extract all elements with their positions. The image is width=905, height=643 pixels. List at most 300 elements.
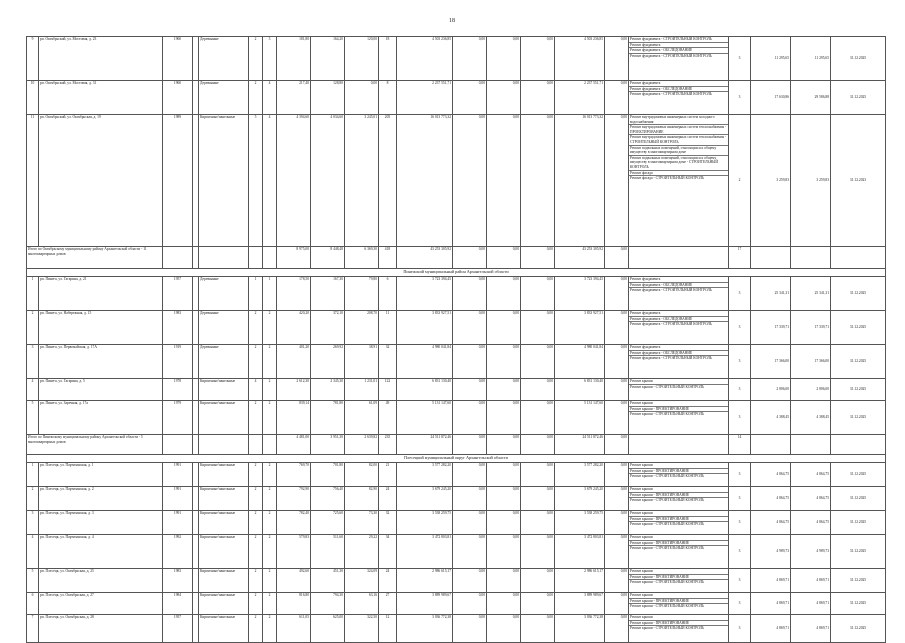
commission-year: 1992 <box>163 535 193 569</box>
unit-cost: 3 259,83 <box>751 115 791 247</box>
row-number: 9 <box>27 37 39 81</box>
section-title: Плесецкий муниципальный округ Архангельской области <box>27 455 886 463</box>
table-row <box>27 487 886 511</box>
cost-local: 0,00 <box>521 435 555 455</box>
cost-federal: 0,00 <box>453 277 487 311</box>
work-type-item: Ремонт фундамента <box>629 81 728 87</box>
completion-date: 31.12.2025 <box>831 81 886 115</box>
residential-area: 73,30 <box>345 511 379 535</box>
total-area: 178,50 <box>277 277 311 311</box>
living-area: 625,00 <box>311 615 345 643</box>
residents-count: 32 <box>379 345 397 379</box>
cost-other: 0,00 <box>605 277 629 311</box>
house-address: рп. Плесецк, ул. Партизанская, д. 1 <box>39 463 163 487</box>
completion-date: 31.12.2025 <box>831 511 886 535</box>
house-address: рп. Пинега, ул. Набережная, д. 15 <box>39 311 163 345</box>
work-type-item: Ремонт фундамента <box>629 43 728 49</box>
work-group: 3 <box>729 463 751 487</box>
unit-cost: 4 864,75 <box>751 463 791 487</box>
residential-area: 38,91 <box>345 345 379 379</box>
total-area: 839,14 <box>277 401 311 435</box>
house-address: рп. Октябрьский, ул. Мостовая, д. 31 <box>39 81 163 115</box>
wall-material: Деревянные <box>199 37 249 81</box>
total-area: 579,83 <box>277 535 311 569</box>
table-row <box>27 511 886 535</box>
total-area: 401,20 <box>277 345 311 379</box>
cost-local: 0,00 <box>521 615 555 643</box>
work-types-cell <box>629 345 729 379</box>
completion-date: 31.12.2025 <box>831 535 886 569</box>
floors-count: 2 <box>249 37 263 81</box>
wall-material: Кирпичные/панельные <box>199 487 249 511</box>
total-cost: 3 472 803,81 <box>397 535 453 569</box>
row-number: 5 <box>27 401 39 435</box>
work-types-cell <box>629 535 729 569</box>
residents-count: 34 <box>379 535 397 569</box>
total-area: 4 394,60 <box>277 115 311 247</box>
house-address: рп. Октябрьский, ул. Октябрьская, д. 19 <box>39 115 163 247</box>
commission-year: 1957 <box>163 277 193 311</box>
work-types-cell <box>629 37 729 81</box>
table-row <box>27 379 886 401</box>
completion-date: 31.12.2025 <box>831 463 886 487</box>
work-group: 3 <box>729 345 751 379</box>
unit-cost-limit: 4 864,75 <box>791 463 831 487</box>
cost-federal: 0,00 <box>453 535 487 569</box>
living-area: 167,30 <box>311 277 345 311</box>
floors-count: 2 <box>249 569 263 593</box>
floors-count: 2 <box>249 81 263 115</box>
work-type-item: Ремонт крыши <box>629 463 728 469</box>
blank-cell <box>791 435 831 455</box>
residential-area: 82,90 <box>345 487 379 511</box>
cost-regional: 0,00 <box>487 311 521 345</box>
work-type-item: Ремонт крыши - ПРОЕКТИРОВАНИЕ <box>629 541 728 547</box>
blank-cell <box>263 435 277 455</box>
residents-count: 235 <box>379 435 397 455</box>
completion-date: 31.12.2025 <box>831 379 886 401</box>
cost-regional: 0,00 <box>487 463 521 487</box>
table-row <box>27 115 886 247</box>
cost-regional: 0,00 <box>487 593 521 615</box>
cost-owners: 6 831 130,40 <box>555 379 605 401</box>
blank-cell <box>199 247 249 269</box>
work-type-item: Ремонт крыши - СТРОИТЕЛЬНЫЙ КОНТРОЛЬ <box>630 474 705 479</box>
total-cost: 2 237 551,71 <box>397 81 453 115</box>
table-row <box>27 277 886 311</box>
residents-count: 21 <box>379 463 397 487</box>
work-type-item: Ремонт крыши - СТРОИТЕЛЬНЫЙ КОНТРОЛЬ <box>630 580 705 585</box>
cost-federal: 0,00 <box>453 615 487 643</box>
commission-year: 1983 <box>163 569 193 593</box>
cost-owners: 3 577 282,20 <box>555 463 605 487</box>
commission-year: 1991 <box>163 511 193 535</box>
total-cost: 16 013 773,32 <box>397 115 453 247</box>
unit-cost-limit: 4 869,71 <box>791 615 831 643</box>
commission-year: 1989 <box>163 115 193 247</box>
residents-count: 122 <box>379 379 397 401</box>
unit-cost-limit: 4 864,75 <box>791 487 831 511</box>
cost-other: 0,00 <box>605 487 629 511</box>
cost-owners: 5 131 147,60 <box>555 401 605 435</box>
work-type-item: Ремонт крыши - СТРОИТЕЛЬНЫЙ КОНТРОЛЬ <box>630 384 705 389</box>
unit-cost-limit: 4 989,73 <box>791 535 831 569</box>
table-row <box>27 535 886 569</box>
residential-area: 29,22 <box>345 535 379 569</box>
residential-area: 208,70 <box>345 311 379 345</box>
work-types-cell <box>629 115 729 247</box>
residents-count: 32 <box>379 511 397 535</box>
entrances-count: 2 <box>263 593 277 615</box>
unit-cost-limit: 25 341,31 <box>791 277 831 311</box>
table-row <box>27 311 886 345</box>
completion-date: 31.12.2023 <box>831 115 886 247</box>
living-area: 725,60 <box>311 511 345 535</box>
house-address: рп. Плесецк, ул. Октябрьская, д. 27 <box>39 593 163 615</box>
house-address: рп. Октябрьский, ул. Мостовая, д. 23 <box>39 37 163 81</box>
living-area: 4 034,60 <box>311 115 345 247</box>
cost-owners: 3 833 927,51 <box>555 311 605 345</box>
work-types-cell <box>629 615 729 643</box>
row-number: 11 <box>27 115 39 247</box>
work-type-item: Ремонт фундамента - ОБСЛЕДОВАНИЕ <box>629 48 728 54</box>
work-type-item: Ремонт фундамента <box>629 311 728 317</box>
entrances-count: 2 <box>263 535 277 569</box>
total-area: 2 612,30 <box>277 379 311 401</box>
work-type-item: Ремонт крыши - СТРОИТЕЛЬНЫЙ КОНТРОЛЬ <box>630 522 705 527</box>
work-group: 3 <box>729 569 751 593</box>
house-address: рп. Плесецк, ул. Партизанская, д. 4 <box>39 535 163 569</box>
house-address: рп. Пинега, ул. Первомайская, д. 17А <box>39 345 163 379</box>
work-type-item: Ремонт внутридомовых инженерных систем теплоснабжения - СТРОИТЕЛЬНЫЙ КОНТРОЛЬ <box>630 135 727 144</box>
total-area: 782,40 <box>277 511 311 535</box>
work-type-item: Ремонт крыши - ПРОЕКТИРОВАНИЕ <box>629 407 728 413</box>
cost-owners: 43 253 305,92 <box>555 247 605 269</box>
work-type-item: Ремонт внутридомовых инженерных систем холодного водоснабжения <box>629 115 728 125</box>
completion-date: 31.12.2025 <box>831 37 886 81</box>
section-header-row <box>27 269 886 277</box>
entrances-count: 2 <box>263 379 277 401</box>
row-number: 2 <box>27 311 39 345</box>
total-cost: 24 511 872,46 <box>397 435 453 455</box>
commission-year: 1991 <box>163 463 193 487</box>
work-type-item: Ремонт крыши - СТРОИТЕЛЬНЫЙ КОНТРОЛЬ <box>630 412 705 417</box>
table-row <box>27 37 886 81</box>
cost-federal: 0,00 <box>453 401 487 435</box>
entrances-count: 2 <box>263 401 277 435</box>
cost-local: 0,00 <box>521 379 555 401</box>
row-number: 4 <box>27 535 39 569</box>
total-row <box>27 435 886 455</box>
total-area: 8 975,00 <box>277 247 311 269</box>
residents-count: 12 <box>379 615 397 643</box>
work-type-item: Ремонт крыши - ПРОЕКТИРОВАНИЕ <box>629 621 728 627</box>
commission-year: 1919 <box>163 345 193 379</box>
blank-cell <box>163 247 193 269</box>
commission-year: 1960 <box>163 81 193 115</box>
total-area: 181,80 <box>277 37 311 81</box>
cost-other: 0,00 <box>605 511 629 535</box>
row-number: 1 <box>27 463 39 487</box>
total-cost: 6 831 130,40 <box>397 379 453 401</box>
work-group: 3 <box>729 593 751 615</box>
house-address: рп. Плесецк, ул. Партизанская, д. 2 <box>39 487 163 511</box>
total-area: 816,80 <box>277 593 311 615</box>
work-type-item: Ремонт фасада - СТРОИТЕЛЬНЫЙ КОНТРОЛЬ <box>630 176 705 181</box>
commission-year: 1983 <box>163 311 193 345</box>
work-type-item: Ремонт фундамента - СТРОИТЕЛЬНЫЙ КОНТРОЛЬ <box>630 356 712 361</box>
unit-cost-limit: 2 806,00 <box>791 379 831 401</box>
work-group: 3 <box>729 401 751 435</box>
table-row <box>27 615 886 643</box>
residents-count: 27 <box>379 593 397 615</box>
work-types-cell <box>629 511 729 535</box>
entrances-count: 4 <box>263 81 277 115</box>
living-area: 128,80 <box>311 81 345 115</box>
completion-date: 31.12.2025 <box>831 277 886 311</box>
cost-local: 0,00 <box>521 345 555 379</box>
total-area: 769,70 <box>277 463 311 487</box>
work-types-cell <box>629 311 729 345</box>
total-cost: 4 503 236,85 <box>397 37 453 81</box>
cost-federal: 0,00 <box>453 247 487 269</box>
work-type-item: Ремонт фундамента <box>629 345 728 351</box>
unit-cost: 4 869,71 <box>751 615 791 643</box>
cost-federal: 0,00 <box>453 81 487 115</box>
cost-federal: 0,00 <box>453 511 487 535</box>
house-address: рп. Плесецк, ул. Октябрьская, д. 28 <box>39 615 163 643</box>
entrances-count: 2 <box>263 311 277 345</box>
cost-regional: 0,00 <box>487 277 521 311</box>
work-type-item: Ремонт крыши - СТРОИТЕЛЬНЫЙ КОНТРОЛЬ <box>630 626 705 631</box>
unit-cost-limit: 4 869,71 <box>791 593 831 615</box>
total-cost: 3 577 282,20 <box>397 463 453 487</box>
house-address: рп. Плесецк, ул. Партизанская, д. 3 <box>39 511 163 535</box>
entrances-count: 2 <box>263 511 277 535</box>
cost-federal: 0,00 <box>453 115 487 247</box>
cost-local: 0,00 <box>521 463 555 487</box>
work-type-item: Ремонт фундамента - СТРОИТЕЛЬНЫЙ КОНТРОЛЬ <box>630 92 712 97</box>
entrances-count: 4 <box>263 115 277 247</box>
cost-local: 0,00 <box>521 487 555 511</box>
total-area: 217,40 <box>277 81 311 115</box>
cost-federal: 0,00 <box>453 487 487 511</box>
cost-federal: 0,00 <box>453 37 487 81</box>
wall-material: Кирпичные/панельные <box>199 535 249 569</box>
work-type-item: Ремонт подвальных помещений, относящихся к общему имуществу в многоквартирном доме <box>629 146 728 156</box>
floors-count: 2 <box>249 487 263 511</box>
residents-count: 205 <box>379 115 397 247</box>
cost-owners: 3 679 245,20 <box>555 487 605 511</box>
residents-count: 418 <box>379 247 397 269</box>
row-number: 7 <box>27 615 39 643</box>
residential-area: 322,50 <box>345 615 379 643</box>
section-header-row <box>27 455 886 463</box>
unit-cost-limit: 29 586,88 <box>791 81 831 115</box>
work-group: 2 <box>729 115 751 247</box>
row-number: 3 <box>27 511 39 535</box>
work-group: 3 <box>729 511 751 535</box>
total-row <box>27 247 886 269</box>
cost-regional: 0,00 <box>487 569 521 593</box>
blank-cell <box>199 435 249 455</box>
work-type-item: Ремонт фундамента - ОБСЛЕДОВАНИЕ <box>629 283 728 289</box>
wall-material: Деревянные <box>199 345 249 379</box>
cost-federal: 0,00 <box>453 569 487 593</box>
floors-count: 2 <box>249 615 263 643</box>
cost-local: 0,00 <box>521 277 555 311</box>
unit-cost: 4 869,71 <box>751 569 791 593</box>
total-cost: 3 036 772,38 <box>397 615 453 643</box>
work-type-item: Ремонт подвальных помещений, относящихся к общему имуществу в многоквартирном доме - СТРОИТЕЛЬНЫЙ КОНТРОЛЬ <box>629 156 728 171</box>
work-type-item: Ремонт крыши - СТРОИТЕЛЬНЫЙ КОНТРОЛЬ <box>630 546 705 551</box>
work-group-total: 14 <box>729 435 751 455</box>
cost-other: 0,00 <box>605 535 629 569</box>
unit-cost: 2 806,00 <box>751 379 791 401</box>
wall-material: Деревянные <box>199 277 249 311</box>
cost-local: 0,00 <box>521 37 555 81</box>
cost-local: 0,00 <box>521 535 555 569</box>
residential-area: 63,16 <box>345 593 379 615</box>
work-types-cell <box>629 593 729 615</box>
residential-area: 82,00 <box>345 463 379 487</box>
commission-year: 1978 <box>163 379 193 401</box>
cost-local: 0,00 <box>521 511 555 535</box>
table-row <box>27 401 886 435</box>
residents-count: 8 <box>379 81 397 115</box>
row-number: 5 <box>27 569 39 593</box>
cost-other: 0,00 <box>605 401 629 435</box>
floors-count: 2 <box>249 401 263 435</box>
work-type-item: Ремонт фундамента - ОБСЛЕДОВАНИЕ <box>629 351 728 357</box>
residential-area: 1 231,01 <box>345 379 379 401</box>
cost-regional: 0,00 <box>487 487 521 511</box>
total-label: Итого по Пинежскому муниципальному району Архангельской области - 5 многоквартирных домов <box>27 435 163 455</box>
cost-other: 0,00 <box>605 569 629 593</box>
unit-cost: 4 864,75 <box>751 511 791 535</box>
work-group: 3 <box>729 615 751 643</box>
work-type-item: Ремонт фасада <box>629 171 728 177</box>
completion-date: 31.12.2025 <box>831 487 886 511</box>
work-type-item: Ремонт фундамента - ОБСЛЕДОВАНИЕ <box>629 317 728 323</box>
cost-other: 0,00 <box>605 379 629 401</box>
cost-local: 0,00 <box>521 401 555 435</box>
cost-other: 0,00 <box>605 81 629 115</box>
unit-cost: 17 339,71 <box>751 311 791 345</box>
table-row <box>27 593 886 615</box>
completion-date: 31.12.2025 <box>831 569 886 593</box>
section-title: Пинежский муниципальный район Архангельской области <box>27 269 886 277</box>
cost-federal: 0,00 <box>453 379 487 401</box>
cost-other: 0,00 <box>605 345 629 379</box>
entrances-count: 3 <box>263 37 277 81</box>
living-area: 756,40 <box>311 487 345 511</box>
entrances-count: 2 <box>263 463 277 487</box>
cost-owners: 4 980 041,84 <box>555 345 605 379</box>
residential-area: 2 639,82 <box>345 435 379 455</box>
total-cost: 3 723 394,45 <box>397 277 453 311</box>
cost-local: 0,00 <box>521 115 555 247</box>
floors-count: 5 <box>249 115 263 247</box>
cost-federal: 0,00 <box>453 593 487 615</box>
wall-material: Кирпичные/панельные <box>199 569 249 593</box>
cost-owners: 3 472 803,81 <box>555 535 605 569</box>
commission-year: 1979 <box>163 401 193 435</box>
total-area: 420,20 <box>277 311 311 345</box>
work-type-item: Ремонт крыши <box>629 615 728 621</box>
cost-regional: 0,00 <box>487 535 521 569</box>
blank-cell <box>831 247 886 269</box>
work-types-cell <box>629 569 729 593</box>
living-area: 511,60 <box>311 535 345 569</box>
total-cost: 3 889 989,67 <box>397 593 453 615</box>
blank-cell <box>751 247 791 269</box>
entrances-count: 2 <box>263 345 277 379</box>
work-group: 3 <box>729 487 751 511</box>
work-type-item: Ремонт крыши <box>629 535 728 541</box>
total-cost: 5 131 147,60 <box>397 401 453 435</box>
work-type-item: Ремонт крыши - СТРОИТЕЛЬНЫЙ КОНТРОЛЬ <box>630 498 705 503</box>
cost-other: 0,00 <box>605 435 629 455</box>
work-type-item: Ремонт крыши <box>629 511 728 517</box>
total-area: 611,05 <box>277 615 311 643</box>
unit-cost-limit: 4 864,75 <box>791 511 831 535</box>
work-type-item: Ремонт крыши <box>629 593 728 599</box>
wall-material: Кирпичные/панельные <box>199 401 249 435</box>
residential-area: 6 369,30 <box>345 247 379 269</box>
unit-cost: 17 630,86 <box>751 81 791 115</box>
work-type-item: Ремонт крыши - ПРОЕКТИРОВАНИЕ <box>629 469 728 475</box>
wall-material: Кирпичные/панельные <box>199 615 249 643</box>
cost-federal: 0,00 <box>453 311 487 345</box>
residents-count: 24 <box>379 487 397 511</box>
cost-other: 0,00 <box>605 463 629 487</box>
cost-other: 0,00 <box>605 247 629 269</box>
work-group-total: 17 <box>729 247 751 269</box>
unit-cost: 4 869,71 <box>751 593 791 615</box>
commission-year: 1957 <box>163 615 193 643</box>
blank-cell <box>263 247 277 269</box>
blank-cell <box>791 247 831 269</box>
blank-cell <box>163 435 193 455</box>
table-row <box>27 81 886 115</box>
cost-local: 0,00 <box>521 247 555 269</box>
cost-owners: 2 237 551,71 <box>555 81 605 115</box>
completion-date: 31.12.2025 <box>831 593 886 615</box>
work-group: 3 <box>729 37 751 81</box>
residential-area: 61,09 <box>345 401 379 435</box>
residential-area: 79,80 <box>345 277 379 311</box>
completion-date: 31.12.2025 <box>831 401 886 435</box>
living-area: 794,30 <box>311 593 345 615</box>
work-type-item: Ремонт фундамента - СТРОИТЕЛЬНЫЙ КОНТРОЛЬ <box>630 53 712 58</box>
cost-regional: 0,00 <box>487 615 521 643</box>
house-address: рп. Пинега, ул. Заречная, д. 17а <box>39 401 163 435</box>
cost-owners: 2 986 615,17 <box>555 569 605 593</box>
cost-local: 0,00 <box>521 569 555 593</box>
living-area: 781,80 <box>311 401 345 435</box>
total-label: Итого по Октябрьскому муниципальному району Архангельской области - 11 многоквартирных домов <box>27 247 163 269</box>
blank-cell <box>831 435 886 455</box>
row-number: 2 <box>27 487 39 511</box>
unit-cost-limit: 11 295,65 <box>791 37 831 81</box>
work-type-item: Ремонт крыши - ПРОЕКТИРОВАНИЕ <box>629 517 728 523</box>
wall-material: Деревянные <box>199 81 249 115</box>
wall-material: Кирпичные/панельные <box>199 593 249 615</box>
floors-count: 2 <box>249 593 263 615</box>
cost-federal: 0,00 <box>453 463 487 487</box>
floors-count: 1 <box>249 277 263 311</box>
